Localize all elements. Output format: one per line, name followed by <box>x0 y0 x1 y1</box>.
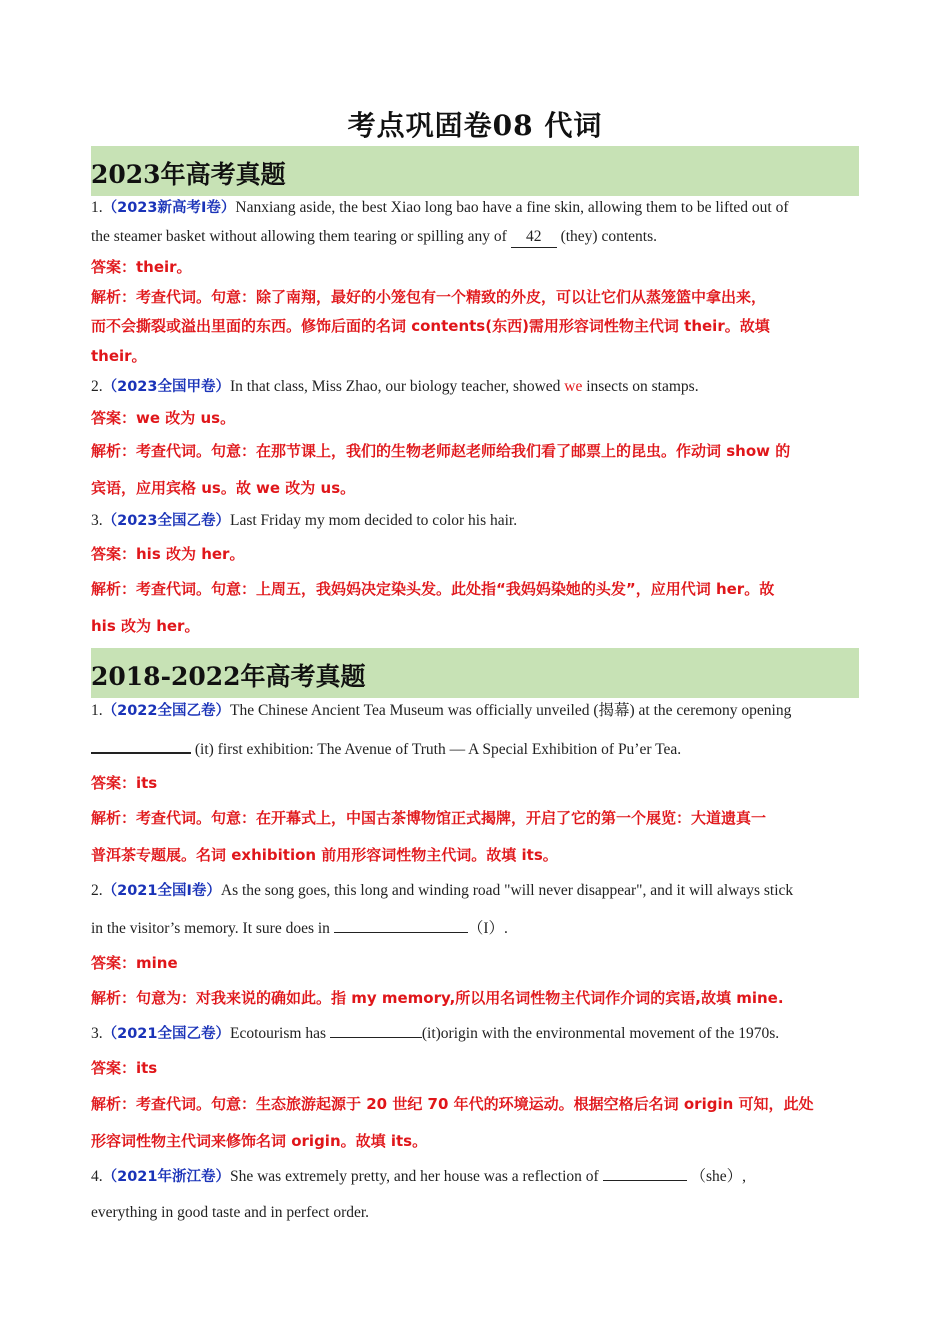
analysis-line: his 改为 her。 <box>91 617 200 635</box>
question-source: （2021年浙江卷） <box>102 1169 230 1185</box>
analysis-line: their。 <box>91 347 147 365</box>
answer-blank <box>603 1166 687 1181</box>
question-line <box>91 918 861 939</box>
question-source: （2021全国乙卷） <box>102 1026 230 1042</box>
analysis-line: 解析：考查代词。句意：上周五，我妈妈决定染头发。此处指“我妈妈染她的头发”，应用代词 her。故 <box>91 580 775 598</box>
section-heading-text: 2018-2022年高考真题 <box>91 662 366 691</box>
answer-line: 答案：their。 <box>91 258 192 276</box>
question-text: The Chinese Ancient Tea Museum was officially unveiled (揭幕) at the ceremony opening <box>229 702 792 719</box>
answer-blank: 42 <box>511 227 557 248</box>
section-heading-2018-2022 <box>91 648 859 698</box>
question-number: 1. <box>91 702 103 719</box>
question-source: （2022全国乙卷） <box>102 703 230 719</box>
question-source: （2021全国I卷） <box>102 883 221 899</box>
question-text: in the visitor’s memory. It sure does in <box>91 920 334 937</box>
answer-line: 答案：mine <box>91 954 178 972</box>
question-source: （2023新高考I卷） <box>102 200 236 216</box>
analysis-line: 形容词性物主代词来修饰名词 origin。故填 its。 <box>91 1132 428 1150</box>
question-line: everything in good taste and in perfect order. <box>91 1204 370 1221</box>
question-line <box>91 227 861 248</box>
question-number: 1. <box>91 199 103 216</box>
question-text: Ecotourism has <box>229 1025 330 1042</box>
question-text: As the song goes, this long and winding road "will never disappear", and it will always stick <box>220 882 794 899</box>
question-line <box>91 1023 861 1044</box>
question-text: the steamer basket without allowing them tearing or spilling any of <box>91 228 511 245</box>
analysis-line: 而不会撕裂或溢出里面的东西。修饰后面的名词 contents(东西)需用形容词性物主代词 their。故填 <box>91 317 770 335</box>
question-text: (it)origin with the environmental movement of the 1970s. <box>421 1025 780 1042</box>
analysis-line: 宾语，应用宾格 us。故 we 改为 us。 <box>91 479 356 497</box>
answer-line: 答案：we 改为 us。 <box>91 409 236 427</box>
analysis-line: 解析：考查代词。句意：生态旅游起源于 20 世纪 70 年代的环境运动。根据空格后名词 origin 可知，此处 <box>91 1095 814 1113</box>
answer-line: 答案：its <box>91 774 158 792</box>
question-number: 2. <box>91 882 103 899</box>
answer-line: 答案：its <box>91 1059 158 1077</box>
question-line <box>91 881 861 901</box>
analysis-line: 普洱茶专题展。名词 exhibition 前用形容词性物主代词。故填 its。 <box>91 846 558 864</box>
section-heading-2023 <box>91 146 859 196</box>
question-text: (they) contents. <box>556 228 657 245</box>
question-text: (it) first exhibition: The Avenue of Truth — A Special Exhibition of Pu’er Tea. <box>191 741 682 758</box>
question-source: （2023全国乙卷） <box>102 513 230 529</box>
question-line <box>91 377 861 397</box>
question-text: Nanxiang aside, the best Xiao long bao have a fine skin, allowing them to be lifted out of <box>235 199 789 216</box>
analysis-line: 解析：考查代词。句意：除了南翔，最好的小笼包有一个精致的外皮，可以让它们从蒸笼篮中拿出来， <box>91 288 767 306</box>
question-number: 4. <box>91 1168 103 1185</box>
section-heading-text: 2023年高考真题 <box>91 160 286 189</box>
analysis-line: 解析：考查代词。句意：在开幕式上，中国古茶博物馆正式揭牌，开启了它的第一个展览：大道遗真一 <box>91 809 767 827</box>
question-text: In that class, Miss Zhao, our biology teacher, showed <box>229 378 565 395</box>
question-text: insects on stamps. <box>582 378 699 395</box>
question-line <box>91 1166 861 1187</box>
question-text: （she）, <box>686 1168 746 1185</box>
question-number: 3. <box>91 1025 103 1042</box>
question-text: She was extremely pretty, and her house was a reflection of <box>229 1168 603 1185</box>
answer-line: 答案：his 改为 her。 <box>91 545 245 563</box>
question-text: （I）. <box>467 920 508 937</box>
question-text: Last Friday my mom decided to color his hair. <box>229 512 518 529</box>
question-line <box>91 701 861 721</box>
answer-blank <box>334 918 468 933</box>
question-number: 3. <box>91 512 103 529</box>
question-number: 2. <box>91 378 103 395</box>
answer-blank <box>91 738 191 754</box>
question-line <box>91 198 861 218</box>
answer-blank <box>330 1023 422 1038</box>
question-line <box>91 511 861 531</box>
analysis-line: 解析：句意为：对我来说的确如此。指 my memory,所以用名词性物主代词作介词的宾语,故填 mine. <box>91 989 784 1007</box>
question-source: （2023全国甲卷） <box>102 379 230 395</box>
error-word: we <box>564 378 583 395</box>
question-line <box>91 738 861 760</box>
page-title: 考点巩固卷08 代词 <box>347 109 603 142</box>
analysis-line: 解析：考查代词。句意：在那节课上，我们的生物老师赵老师给我们看了邮票上的昆虫。作动词 show 的 <box>91 442 791 460</box>
